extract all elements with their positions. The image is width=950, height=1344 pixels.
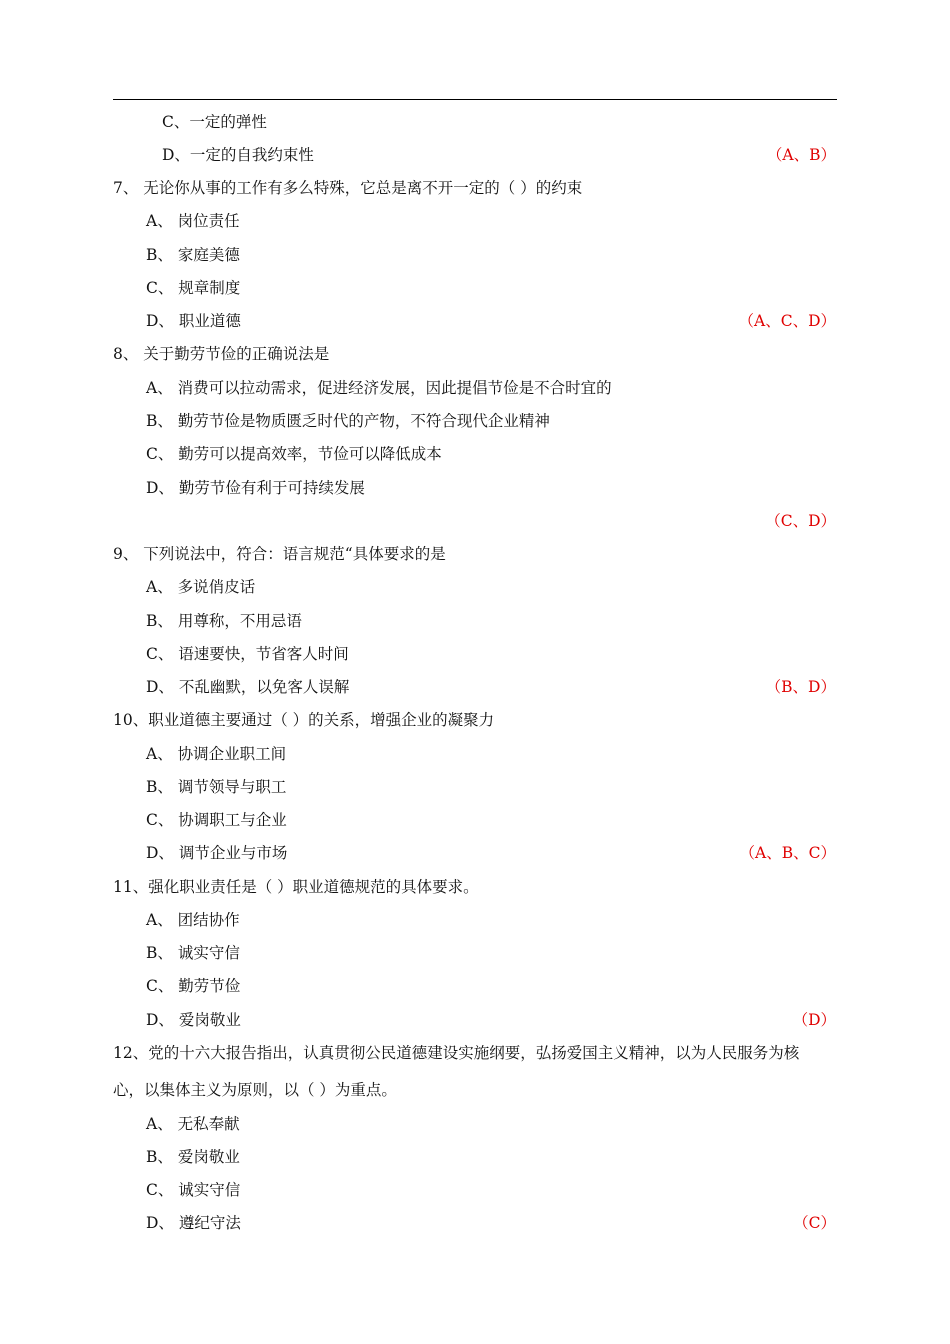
question-text: 9、 下列说法中，符合：语言规范“具体要求的是 — [113, 545, 446, 563]
option-text: C、 语速要快，节省客人时间 — [146, 645, 349, 663]
option-line — [0, 309, 950, 333]
option-text: A、 多说俏皮话 — [146, 578, 256, 596]
option-text: A、 协调企业职工间 — [146, 745, 287, 763]
option-text: D、 遵纪守法 — [146, 1214, 241, 1232]
question-text: 10、职业道德主要通过（ ）的关系，增强企业的凝聚力 — [113, 711, 495, 729]
option-line — [0, 409, 950, 433]
option-line — [0, 1145, 950, 1169]
question-line — [0, 1041, 950, 1065]
option-line — [0, 908, 950, 932]
option-line — [0, 1211, 950, 1235]
option-line — [0, 376, 950, 400]
question-line — [0, 542, 950, 566]
answer-key: （D） — [792, 1011, 836, 1029]
question-text: 7、 无论你从事的工作有多么特殊，它总是离不开一定的（ ）的约束 — [113, 179, 583, 197]
option-text: D、 调节企业与市场 — [146, 844, 288, 862]
option-text: D、 职业道德 — [146, 312, 241, 330]
option-line — [0, 742, 950, 766]
answer-key: （A、B） — [766, 146, 836, 164]
option-text: D、一定的自我约束性 — [162, 146, 314, 164]
option-text: D、 爱岗敬业 — [146, 1011, 241, 1029]
option-line — [0, 575, 950, 599]
answer-key: （B、D） — [765, 678, 836, 696]
answer-line — [0, 509, 950, 533]
option-line — [0, 476, 950, 500]
option-line — [0, 143, 950, 167]
option-text: D、 勤劳节俭有利于可持续发展 — [146, 479, 365, 497]
option-line — [0, 808, 950, 832]
question-line — [0, 176, 950, 200]
option-text: A、 岗位责任 — [146, 212, 240, 230]
option-text: A、 团结协作 — [146, 911, 240, 929]
question-line — [0, 875, 950, 899]
option-line — [0, 442, 950, 466]
option-line — [0, 1112, 950, 1136]
option-line — [0, 609, 950, 633]
option-line — [0, 974, 950, 998]
option-line — [0, 941, 950, 965]
option-text: C、一定的弹性 — [162, 113, 267, 131]
option-text: B、 诚实守信 — [146, 944, 240, 962]
option-line — [0, 243, 950, 267]
option-text: D、 不乱幽默，以免客人误解 — [146, 678, 350, 696]
option-line — [0, 209, 950, 233]
option-text: B、 勤劳节俭是物质匮乏时代的产物，不符合现代企业精神 — [146, 412, 550, 430]
option-line — [0, 1008, 950, 1032]
option-text: B、 调节领导与职工 — [146, 778, 287, 796]
option-line — [0, 675, 950, 699]
option-text: C、 协调职工与企业 — [146, 811, 287, 829]
option-line — [0, 841, 950, 865]
option-line — [0, 276, 950, 300]
option-text: C、 勤劳可以提高效率，节俭可以降低成本 — [146, 445, 442, 463]
option-text: B、 家庭美德 — [146, 246, 240, 264]
answer-key: （A、B、C） — [739, 844, 836, 862]
question-line — [0, 342, 950, 366]
option-text: C、 规章制度 — [146, 279, 241, 297]
question-text: 心，以集体主义为原则，以（ ）为重点。 — [113, 1081, 397, 1099]
question-text: 12、党的十六大报告指出，认真贯彻公民道德建设实施纲要，弘扬爱国主义精神，以为人民服务为核 — [113, 1044, 800, 1062]
option-text: B、 用尊称，不用忌语 — [146, 612, 302, 630]
option-text: A、 无私奉献 — [146, 1115, 240, 1133]
option-text: B、 爱岗敬业 — [146, 1148, 240, 1166]
option-text: C、 勤劳节俭 — [146, 977, 241, 995]
option-line — [0, 110, 950, 134]
option-line — [0, 642, 950, 666]
answer-key: （C） — [793, 1214, 836, 1232]
header-rule — [113, 99, 837, 100]
answer-key: （C、D） — [765, 512, 836, 530]
question-text: 8、 关于勤劳节俭的正确说法是 — [113, 345, 330, 363]
option-text: A、 消费可以拉动需求，促进经济发展，因此提倡节俭是不合时宜的 — [146, 379, 612, 397]
question-line — [0, 1078, 950, 1102]
question-line — [0, 708, 950, 732]
option-line — [0, 1178, 950, 1202]
option-line — [0, 775, 950, 799]
answer-key: （A、C、D） — [738, 312, 836, 330]
question-text: 11、强化职业责任是（ ）职业道德规范的具体要求。 — [113, 878, 479, 896]
option-text: C、 诚实守信 — [146, 1181, 241, 1199]
